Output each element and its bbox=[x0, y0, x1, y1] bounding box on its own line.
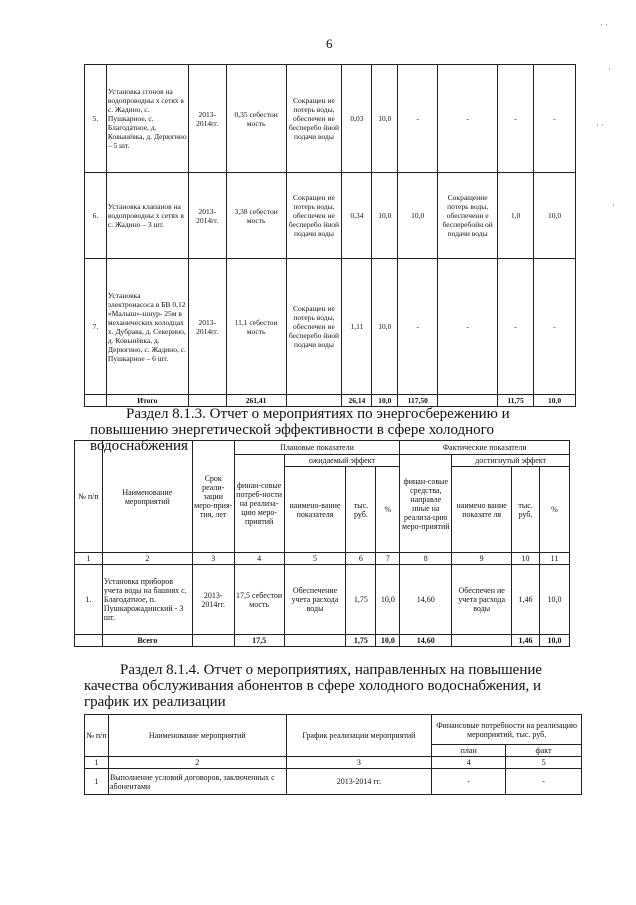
section-title: Раздел 8.1.4. Отчет о мероприятиях, направленных на повышение качества обслуживания абонентов в сфере холодного водоснабжения, и график их реализации bbox=[84, 662, 543, 710]
header-pct: % bbox=[376, 467, 400, 553]
measure-effect: Сокращен ие потерь воды, обеспечен ие бесперебо йной подачи воды bbox=[286, 173, 342, 259]
header-plan: план bbox=[432, 745, 506, 757]
header-num: № п/п bbox=[75, 441, 103, 553]
fact-value: - bbox=[498, 259, 534, 395]
fact-value: 1,0 bbox=[498, 173, 534, 259]
service-quality-table bbox=[84, 714, 582, 795]
header-name: Наименование мероприятий bbox=[108, 715, 286, 757]
total-row bbox=[85, 395, 576, 407]
header-name: Наименование мероприятий bbox=[102, 441, 192, 553]
measure-effect: Сокращен ие потерь воды, обеспечен ие бесперебо йной подачи воды bbox=[286, 65, 342, 173]
fact-percent: - bbox=[534, 259, 576, 395]
fact-funds: 10,0 bbox=[398, 173, 438, 259]
header-fin-needs: финан-совые потреб-ности на реализа-цию меро-приятий bbox=[234, 455, 284, 553]
table-row bbox=[85, 173, 576, 259]
total-fact-value: 11,75 bbox=[498, 395, 534, 407]
fact-value: - bbox=[498, 65, 534, 173]
measure-name: Установка сгонов на водопроводны х сетях в с. Жадино, с. Пушкарное, с. Благодатное, д. Ковынёвка, д. Дерюгино – 5 шт. bbox=[106, 65, 188, 173]
row-number: 7. bbox=[85, 259, 107, 395]
table-row: 1. Установка приборов учета воды на башнях с. Благодатное, п. Пушкарожадинский - 3 шт. 2013-2014гг. 17,5 себестои мость Обеспечение учета расхода воды 1,75 10,0 14,60 Обеспечен ие учета расхода воды 1,46 10,0 bbox=[75, 565, 570, 635]
scan-noise: · · bbox=[596, 120, 605, 130]
fact-effect: Сокращение потерь воды, обеспечени е бесперебойн ой подачи воды bbox=[438, 173, 498, 259]
row-number: 6. bbox=[85, 173, 107, 259]
row-number: 5. bbox=[85, 65, 107, 173]
measure-percent: 10,0 bbox=[372, 173, 398, 259]
fact-effect: - bbox=[438, 259, 498, 395]
header-num: № п/п bbox=[85, 715, 109, 757]
scan-noise: · · bbox=[600, 20, 609, 30]
total-label: Итого bbox=[106, 395, 188, 407]
header-pct-fact: % bbox=[540, 467, 570, 553]
measure-name: Установка электронасоса в БВ 0,12 «Малыш»-шнур- 25м в механических колодцах х. Дубрава, д. Секерино, д. Ковынёвка, д. Дерюгино, с. Жадино, с. Пушкарное – 6 шт. bbox=[106, 259, 188, 395]
measure-value: 0,34 bbox=[342, 173, 372, 259]
header-fin-fact: финан-совые средства, направле нные на реализа-цию меро-приятий bbox=[400, 455, 452, 553]
header-fin-needs: Финансовые потребности на реализацию мероприятий, тыс. руб. bbox=[432, 715, 582, 745]
measure-period: 2013-2014гг. bbox=[188, 173, 226, 259]
column-numbers-row: 1 2 3 4 5 6 7 8 9 10 11 bbox=[75, 553, 570, 565]
fact-funds: - bbox=[398, 65, 438, 173]
fact-percent: - bbox=[534, 65, 576, 173]
section-title: Раздел 8.1.3. Отчет о мероприятиях по энергосбережению и повышению энергетической эффективности в сфере холодного водоснабжения bbox=[90, 406, 510, 454]
measure-period: 2013-2014гг. bbox=[188, 65, 226, 173]
energy-saving-table bbox=[74, 440, 570, 647]
table-row bbox=[85, 259, 576, 395]
fact-funds: - bbox=[398, 259, 438, 395]
header-plan: Плановые показатели bbox=[234, 441, 400, 455]
header-expected: ожидаемый эффект bbox=[284, 455, 400, 467]
measure-cost: 0,35 себестои мость bbox=[226, 65, 286, 173]
total-percent: 10,0 bbox=[372, 395, 398, 407]
total-row: Всего 17,5 1,75 10,0 14,60 1,46 10,0 bbox=[75, 635, 570, 647]
measure-value: 0,03 bbox=[342, 65, 372, 173]
header-period: Срок реали-зации меро-прия-тия, лет bbox=[192, 441, 234, 553]
fact-percent: 10,0 bbox=[534, 173, 576, 259]
header-thous: тыс. руб. bbox=[346, 467, 376, 553]
header-fact: факт bbox=[506, 745, 582, 757]
measure-percent: 10,0 bbox=[372, 65, 398, 173]
measure-period: 2013-2014гг. bbox=[188, 259, 226, 395]
measure-cost: 3,38 себестои мость bbox=[226, 173, 286, 259]
header-achieved: достигнутый эффект bbox=[452, 455, 570, 467]
total-value: 26,14 bbox=[342, 395, 372, 407]
header-schedule: График реализации мероприятий bbox=[286, 715, 432, 757]
fact-effect: - bbox=[438, 65, 498, 173]
scan-noise: · bbox=[608, 64, 611, 74]
header-thous-fact: тыс. руб. bbox=[512, 467, 540, 553]
measure-effect: Сокращен ие потерь воды, обеспечен ие бесперебо йной подачи воды bbox=[286, 259, 342, 395]
total-fact-funds: 117,50 bbox=[398, 395, 438, 407]
total-fact-percent: 10,0 bbox=[534, 395, 576, 407]
measure-percent: 10,0 bbox=[372, 259, 398, 395]
page-number: 6 bbox=[326, 36, 333, 51]
measure-value: 1,11 bbox=[342, 259, 372, 395]
scan-noise: · bbox=[612, 200, 615, 210]
measure-cost: 11,1 себестои мость bbox=[226, 259, 286, 395]
total-cost: 261,41 bbox=[226, 395, 286, 407]
measure-name: Установка клапанов на водопроводны х сетях в с. Жадино – 3 шт. bbox=[106, 173, 188, 259]
header-indicator-fact: наимено вание показате ля bbox=[452, 467, 512, 553]
header-fact: Фактические показатели bbox=[400, 441, 570, 455]
column-numbers-row: 1 2 3 4 5 bbox=[85, 757, 582, 769]
table-row bbox=[85, 65, 576, 173]
table-row: 1 Выполнение условий договоров, заключенных с абонентами 2013-2014 гг. - - bbox=[85, 769, 582, 795]
measures-table-continued bbox=[84, 64, 576, 407]
header-indicator: наимено-вание показателя bbox=[284, 467, 346, 553]
